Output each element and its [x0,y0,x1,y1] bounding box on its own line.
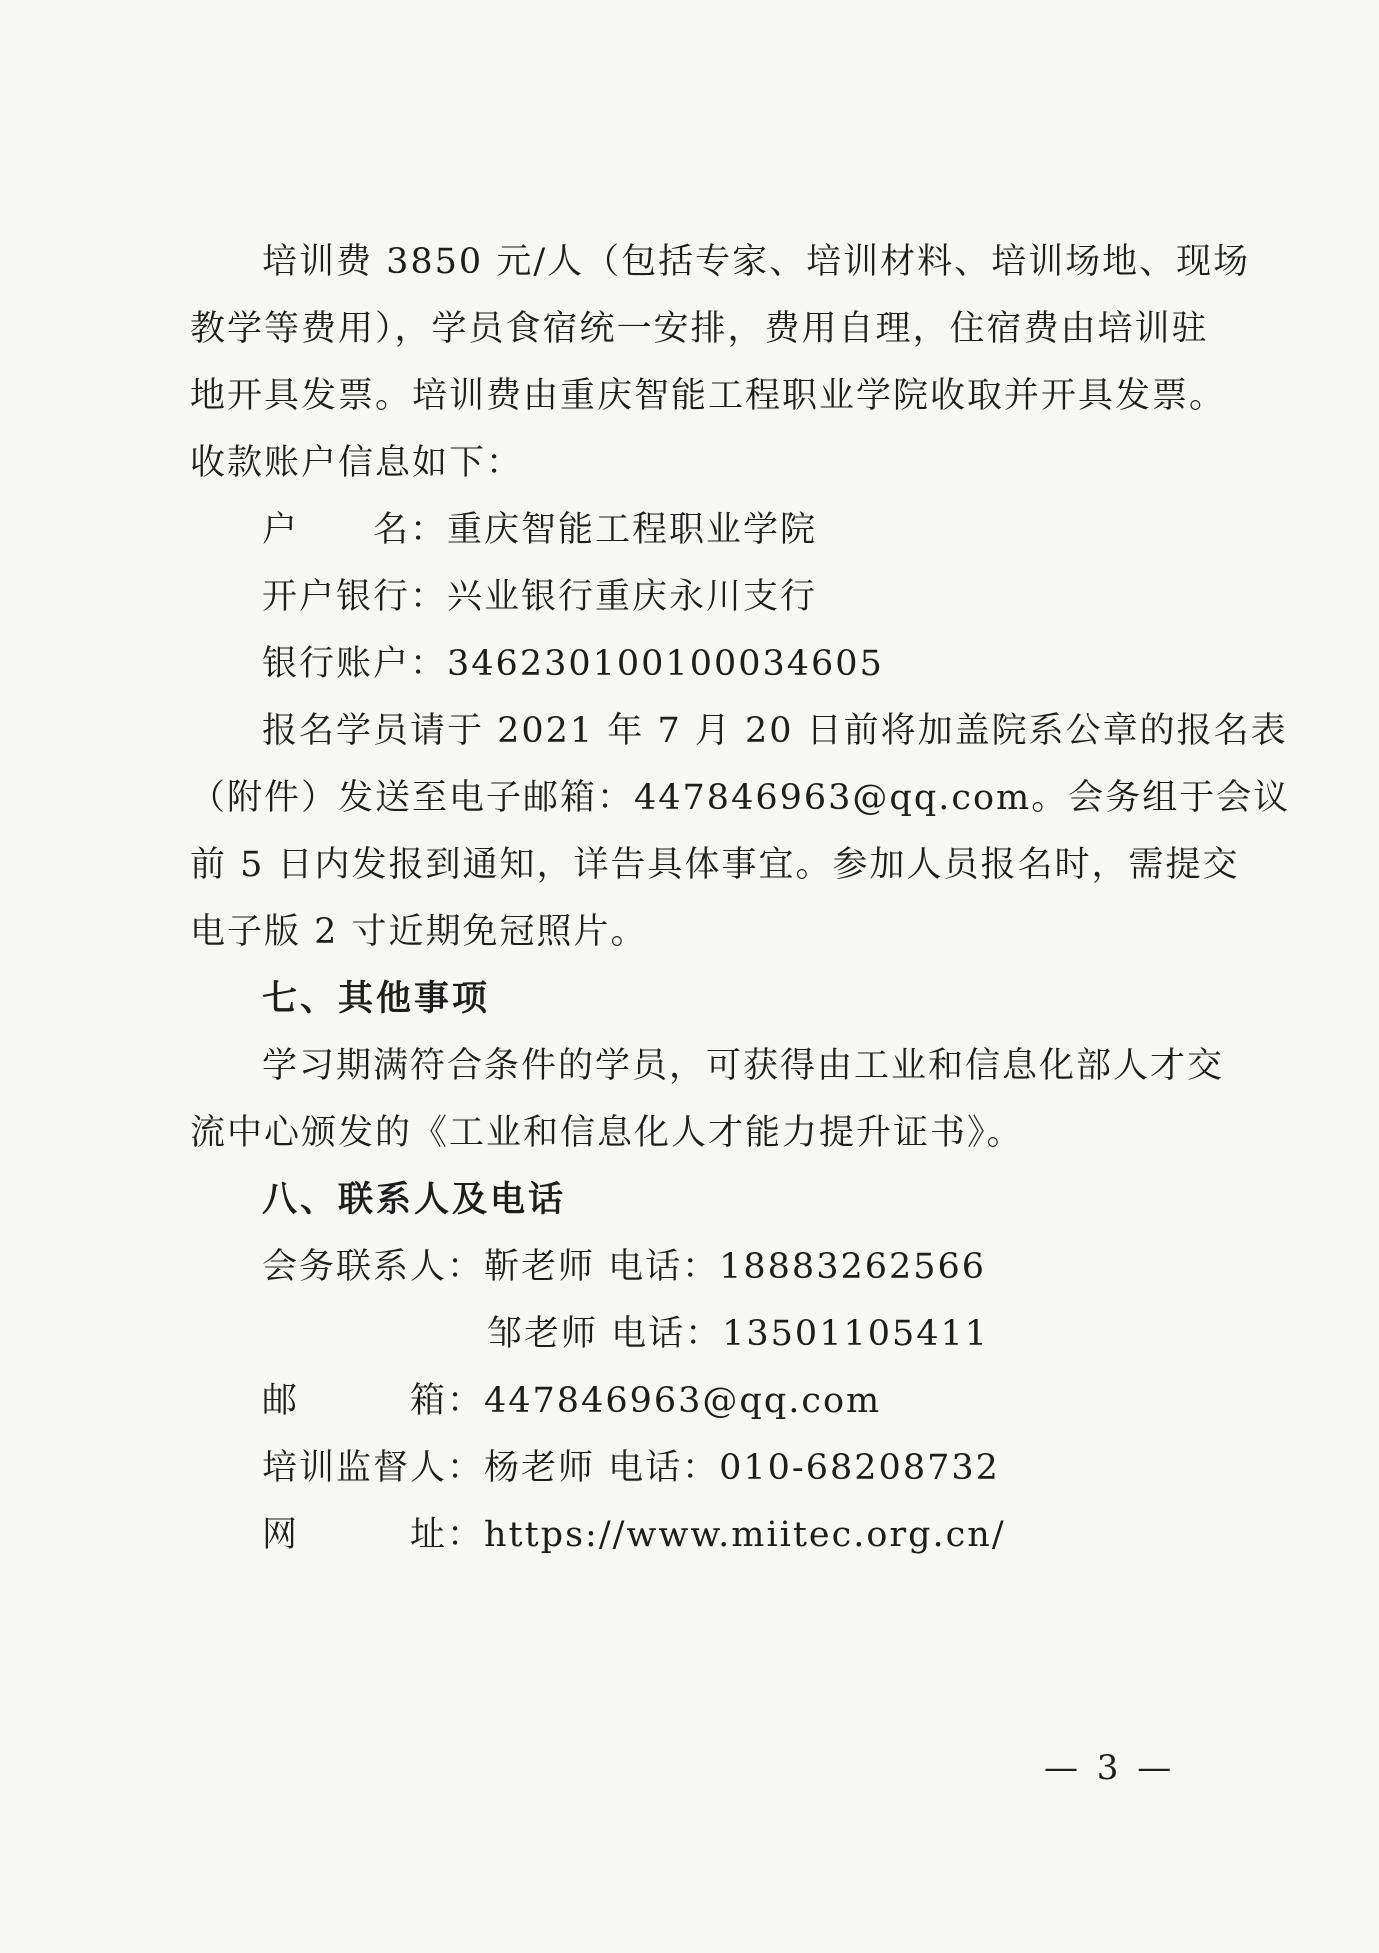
account-name-label: 户 名： [262,510,448,550]
section8-title: 八、联系人及电话 [262,1180,567,1220]
section7-title: 七、其他事项 [262,979,491,1019]
registration-line-3: 前 5 日内发报到通知，详告具体事宜。参加人员报名时，需提交 [190,845,1240,885]
section7-line-2: 流中心颁发的《工业和信息化人才能力提升证书》。 [190,1113,1024,1153]
supervisor-row: 培训监督人：杨老师 电话：010-68208732 [262,1448,1000,1488]
account-number-value: 346230100100034605 [447,644,884,684]
account-number-row [262,642,884,686]
registration-line-2: （附件）发送至电子邮箱：447846963@qq.com。会务组于会议 [190,778,1291,818]
account-number-label: 银行账户： [262,644,448,684]
account-bank-row [262,575,817,619]
fee-line-3: 地开具发票。培训费由重庆智能工程职业学院收取并开具发票。 [190,376,1227,416]
account-name-value: 重庆智能工程职业学院 [447,510,818,550]
account-bank-label: 开户银行： [262,577,448,617]
fee-line-2: 教学等费用），学员食宿统一安排，费用自理，住宿费由培训驻 [190,309,1209,349]
section7-line-1: 学习期满符合条件的学员，可获得由工业和信息化部人才交 [262,1046,1225,1086]
page-number: — 3 — [1044,1748,1176,1788]
email-row: 邮 箱：447846963@qq.com [262,1381,882,1421]
registration-line-4: 电子版 2 寸近期免冠照片。 [190,912,648,952]
contact-row-2: 邹老师 电话：13501105411 [487,1314,990,1354]
contact-row-1: 会务联系人：靳老师 电话：18883262566 [262,1247,987,1287]
registration-line-1: 报名学员请于 2021 年 7 月 20 日前将加盖院系公章的报名表 [262,711,1288,751]
account-name-row [262,508,817,552]
fee-line-1: 培训费 3850 元/人（包括专家、培训材料、培训场地、现场 [262,242,1251,282]
website-row: 网 址：https://www.miitec.org.cn/ [262,1515,1006,1555]
account-bank-value: 兴业银行重庆永川支行 [447,577,818,617]
fee-line-4: 收款账户信息如下： [190,443,524,483]
